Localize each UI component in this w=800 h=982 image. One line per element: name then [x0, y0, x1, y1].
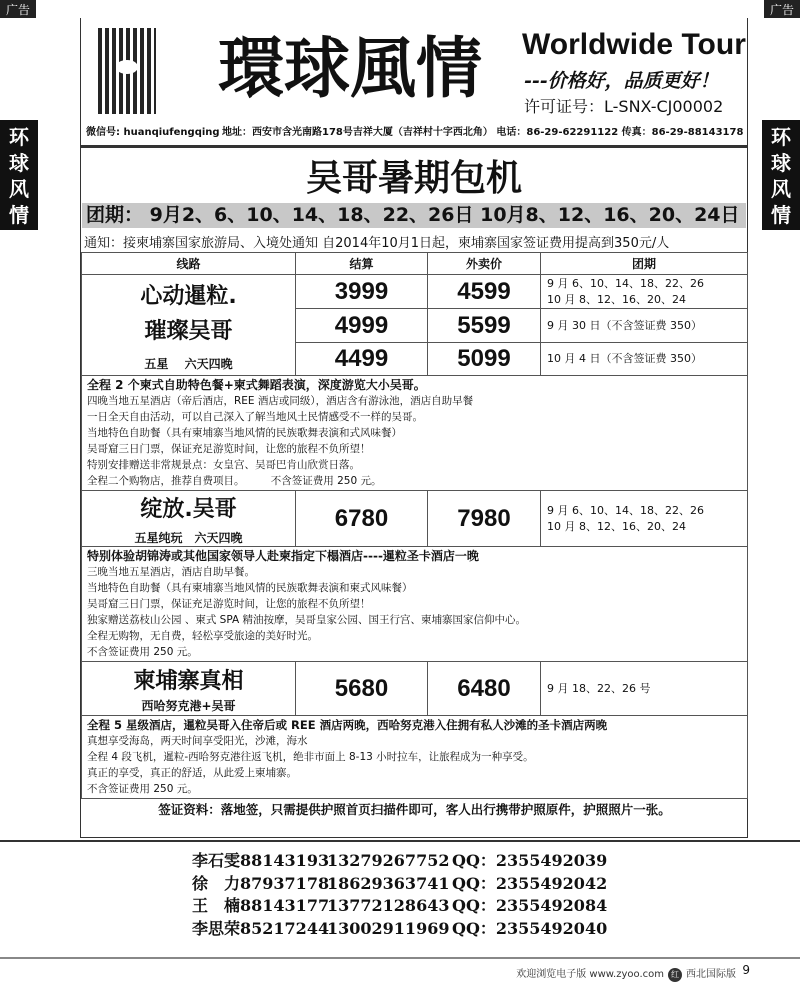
desc-line: 三晚当地五星酒店，酒店自助早餐。 [87, 566, 255, 578]
side-char: 环 [9, 125, 29, 149]
side-char: 风 [771, 177, 791, 201]
desc-line: 当地特色自助餐（具有柬埔寨当地风情的民族歌舞表演和式风味餐） [87, 427, 402, 439]
contact-tel: 85217244 [240, 918, 330, 938]
desc-line: 不含签证费用 250 元。 [87, 646, 198, 658]
retail-price: 4599 [428, 275, 541, 309]
table-row [82, 662, 748, 716]
settle-price: 5680 [296, 662, 428, 716]
contact-qq: QQ：2355492042 [452, 873, 608, 893]
tour-dates: 团期： 9月2、6、10、14、18、22、26日 10月8、12、16、20、24日 [82, 203, 746, 228]
contact-name: 李石雯 [192, 851, 241, 870]
wechat-id: 微信号: huanqiufengqing [86, 127, 220, 138]
retail-price: 6480 [428, 662, 541, 716]
contact-row [192, 873, 607, 896]
settle-price: 4499 [296, 343, 428, 376]
edition: 西北国际版 [686, 969, 736, 980]
main-content [81, 252, 748, 818]
table-header [82, 253, 748, 275]
schedule [541, 275, 748, 309]
col-header: 外卖价 [428, 253, 541, 275]
schedule [541, 491, 748, 547]
address: 地址：西安市含光南路178号吉祥大厦（吉祥村十字西北角） 电话：86-29-62291122 传真：86-29-88143178 [222, 127, 744, 138]
contact-tel: 88143193 [240, 851, 330, 870]
contact-name: 王 楠 [192, 896, 241, 915]
desc-line: 独家赠送荔枝山公园 、柬式 SPA 精油按摩，吴哥皇家公园、国王行宫、柬埔寨国家信仰中心。 [87, 614, 527, 626]
contact-row [192, 850, 607, 873]
contact-name: 李思荣 [192, 918, 241, 938]
desc-line: 全程 4 段飞机，暹粒-西哈努克港往返飞机，绝非市面上 8-13 小时拉车，让旅程成为一种享受。 [87, 751, 534, 763]
footer [516, 965, 736, 982]
side-char: 环 [771, 125, 791, 149]
retail-price: 5599 [428, 309, 541, 343]
divider [0, 957, 800, 959]
schedule: 9 月 30 日（不含签证费 350） [541, 309, 748, 343]
side-char: 球 [771, 151, 791, 175]
schedule-line: 10 月 8、12、16、20、24 [547, 519, 686, 533]
side-char: 情 [771, 203, 791, 227]
contact-row [192, 918, 607, 941]
schedule: 10 月 4 日（不含签证费 350） [541, 343, 748, 376]
desc-line: 全程无购物，无自费，轻松享受旅途的美好时光。 [87, 630, 318, 642]
route-cell [82, 491, 296, 547]
desc-line: 吴哥窟三日门票，保证充足游览时间，让您的旅程不负所望！ [87, 598, 371, 610]
contact-row [192, 895, 607, 918]
desc-line: 全程 2 个柬式自助特色餐+柬式舞蹈表演，深度游览大小吴哥。 [87, 378, 426, 392]
route-cell [82, 275, 296, 376]
contact-list [192, 850, 607, 940]
col-header: 线路 [82, 253, 296, 275]
contact-mobile: 18629363741 [327, 873, 450, 893]
divider [80, 145, 748, 148]
brand-logo: 環球風情 [218, 30, 482, 107]
description-row [82, 716, 748, 799]
footer-text: 欢迎浏览电子版 www.zyoo.com [516, 969, 664, 980]
settle-price: 6780 [296, 491, 428, 547]
description-row [82, 547, 748, 662]
desc-line: 真想享受海岛，两天时间享受阳光，沙滩，海水 [87, 735, 308, 747]
side-char: 风 [9, 177, 29, 201]
retail-price: 5099 [428, 343, 541, 376]
slogan: ---价格好，品质更好！ [524, 70, 719, 92]
contact-mobile: 13002911969 [327, 918, 450, 938]
route-sub: 五星 六天四晚 [144, 356, 233, 371]
page-title: 吴哥暑期包机 [305, 158, 522, 199]
contact-name: 徐 力 [192, 873, 241, 893]
desc-line: 吴哥窟三日门票，保证充足游览时间，让您的旅程不负所望！ [87, 443, 371, 455]
contact-tel: 87937178 [240, 873, 330, 893]
description [82, 376, 748, 491]
route-sub: 五星纯玩 六天四晚 [134, 530, 243, 545]
publisher-logo-icon: 红 [668, 968, 682, 982]
side-tab [762, 120, 800, 230]
desc-line: 一日全天自由活动，可以自己深入了解当地风土民情感受不一样的吴哥。 [87, 411, 423, 423]
route-sub: 西哈努克港+吴哥 [141, 698, 236, 713]
description [82, 547, 748, 662]
divider [0, 840, 800, 842]
side-tab [0, 120, 38, 230]
brand-en: Worldwide Tour [522, 28, 746, 61]
schedule: 9 月 18、22、26 号 [541, 662, 748, 716]
ad-label: 广告 [0, 0, 36, 18]
qr-code [98, 28, 156, 114]
route-name: 璀璨吴哥 [144, 318, 233, 344]
contact-tel: 88143177 [240, 896, 330, 915]
contact-qq: QQ：2355492084 [452, 896, 608, 915]
page-number: 9 [742, 963, 750, 977]
col-header: 结算 [296, 253, 428, 275]
route-cell [82, 662, 296, 716]
schedule-line: 10 月 8、12、16、20、24 [547, 292, 686, 306]
schedule-line: 9 月 6、10、14、18、22、26 [547, 503, 704, 517]
price-table [81, 252, 748, 799]
contact-qq: QQ：2355492039 [452, 851, 608, 870]
contact-mobile: 13772128643 [327, 896, 450, 915]
contact-qq: QQ：2355492040 [452, 918, 608, 938]
contact-mobile: 13279267752 [327, 851, 450, 870]
desc-line: 全程 5 星级酒店，暹粒吴哥入住帝后或 REE 酒店两晚，西哈努克港入住拥有私人沙滩的圣卡酒店两晚 [87, 718, 608, 732]
route-name: 绽放.吴哥 [140, 496, 237, 522]
retail-price: 7980 [428, 491, 541, 547]
desc-line: 当地特色自助餐（具有柬埔寨当地风情的民族歌舞表演和柬式风味餐） [87, 582, 413, 594]
side-char: 球 [9, 151, 29, 175]
table-row [82, 275, 748, 309]
description-row [82, 376, 748, 491]
side-char: 情 [9, 203, 29, 227]
schedule-line: 9 月 6、10、14、18、22、26 [547, 276, 704, 290]
desc-line: 全程二个购物店，推荐自费项目。 不含签证费用 250 元。 [87, 475, 382, 487]
settle-price: 3999 [296, 275, 428, 309]
visa-info: 签证资料：落地签，只需提供护照首页扫描件即可，客人出行携带护照原件，护照照片一张。 [158, 802, 671, 817]
desc-line: 特别体验胡锦涛或其他国家领导人赴柬指定下榻酒店----暹粒圣卡酒店一晚 [87, 549, 479, 563]
license: 许可证号：L-SNX-CJ00002 [524, 97, 724, 116]
notice: 通知：接柬埔寨国家旅游局、入境处通知 自2014年10月1日起，柬埔寨国家签证费用提高到350元/人 [84, 236, 670, 251]
ad-label: 广告 [764, 0, 800, 18]
desc-line: 特别安排赠送非常规景点：女皇宫、吴哥巴肯山欣赏日落。 [87, 459, 360, 471]
description [82, 716, 748, 799]
desc-line: 不含签证费用 250 元。 [87, 783, 198, 795]
desc-line: 四晚当地五星酒店（帝后酒店，REE 酒店或同级），酒店含有游泳池，酒店自助早餐 [87, 395, 474, 407]
table-row [82, 491, 748, 547]
route-name: 柬埔寨真相 [133, 668, 244, 694]
col-header: 团期 [541, 253, 748, 275]
settle-price: 4999 [296, 309, 428, 343]
route-name: 心动暹粒. [140, 283, 237, 309]
desc-line: 真正的享受，真正的舒适，从此爱上柬埔寨。 [87, 767, 297, 779]
